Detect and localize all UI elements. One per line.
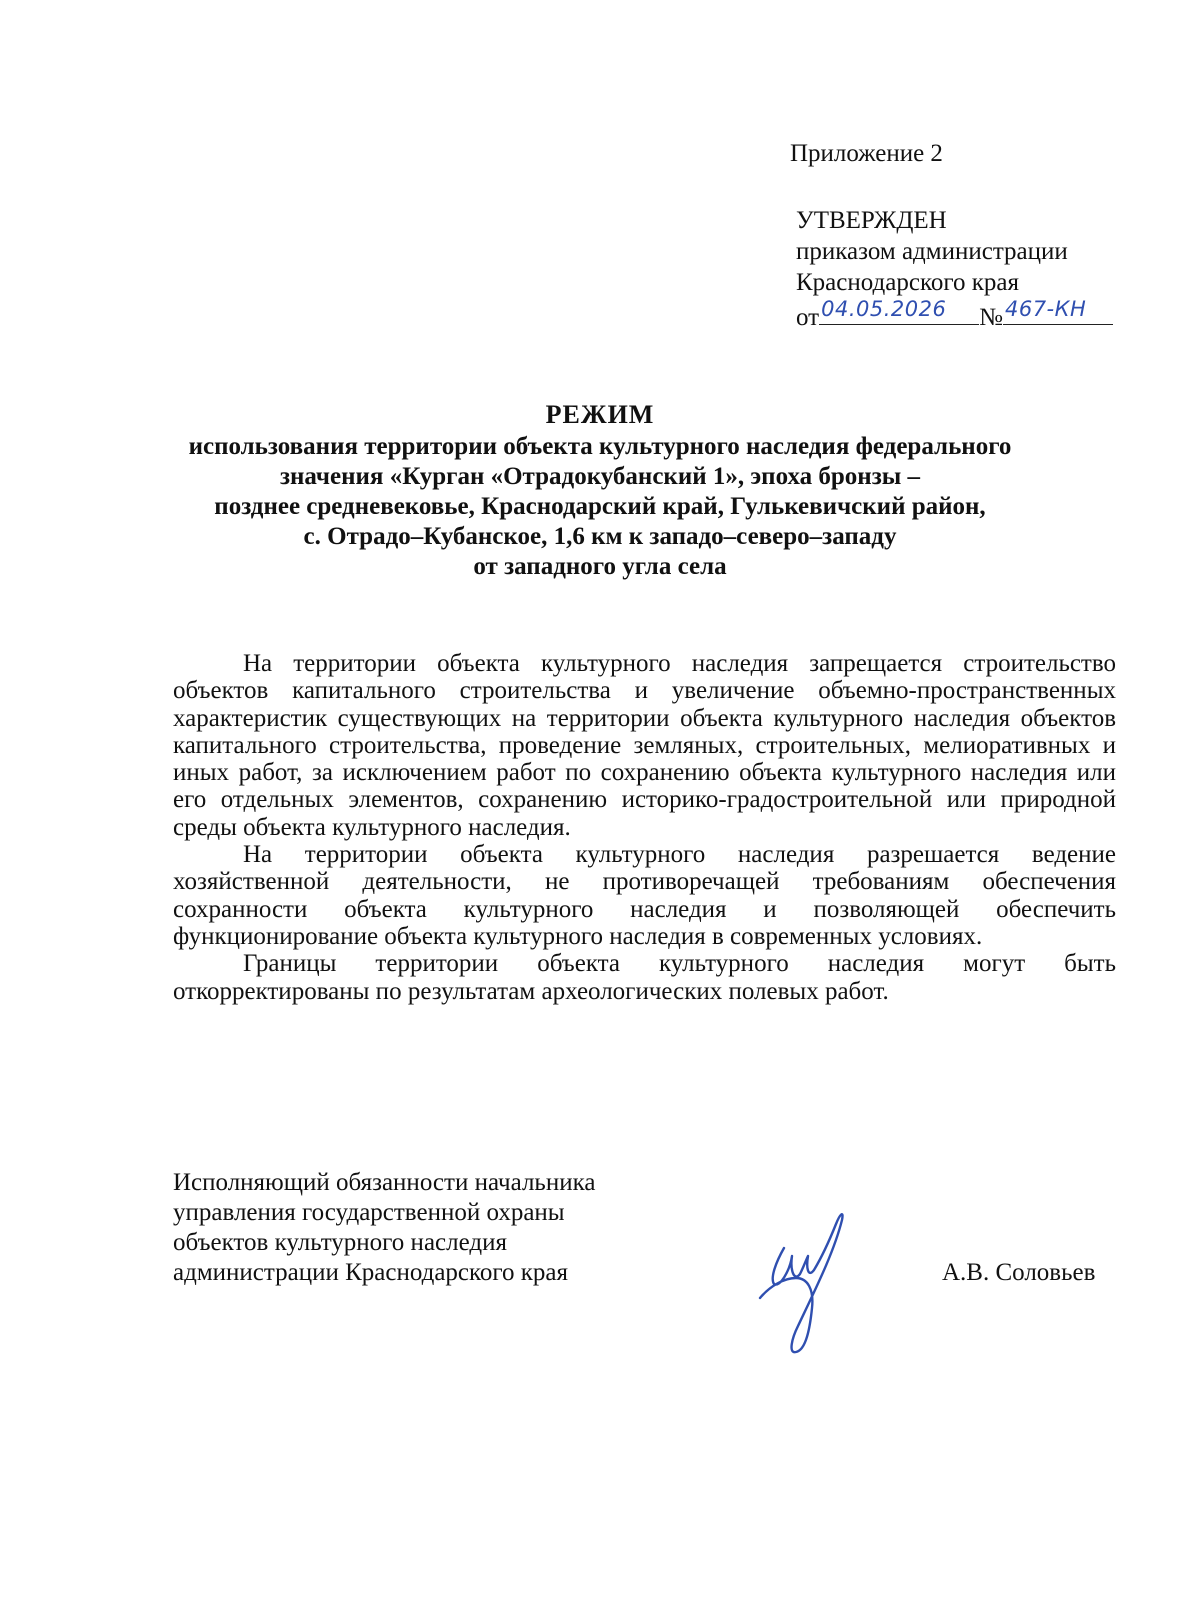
signer-line: объектов культурного наследия: [173, 1229, 507, 1256]
date-prefix: от: [796, 304, 820, 331]
handwritten-number: 467-КН: [1004, 297, 1087, 321]
signer-line: управления государственной охраны: [173, 1199, 565, 1226]
handwritten-date: 04.05.2026: [821, 297, 947, 321]
approval-block: [796, 205, 1113, 333]
annex-label: Приложение 2: [790, 140, 943, 167]
approval-line: Краснодарского края: [796, 269, 1019, 296]
signer-line: администрации Краснодарского края: [173, 1259, 569, 1286]
body-paragraph: Границы территории объекта культурного наследия могут быть откорректированы по результатам археологических полевых работ.: [173, 950, 1116, 1005]
signer-position: [173, 1168, 595, 1288]
document-title: [140, 400, 1060, 582]
body-paragraph: На территории объекта культурного наследия разрешается ведение хозяйственной деятельности, не противоречащей требованиям обеспечения сохранности объекта культурного наследия и позволяющей обеспечить функционирование объекта культурного наследия в современных условиях.: [173, 841, 1116, 950]
number-prefix: №: [979, 304, 1003, 331]
signer-name: А.В. Соловьев: [942, 1259, 1096, 1286]
approval-line: УТВЕРЖДЕН: [796, 207, 947, 234]
title-line: позднее средневековье, Краснодарский край, Гулькевичский район,: [214, 493, 986, 520]
title-line: с. Отрадо–Кубанское, 1,6 км к западо–северо–западу: [303, 523, 897, 550]
body-paragraph: На территории объекта культурного наследия запрещается строительство объектов капитального строительства и увеличение объемно-пространственных характеристик существующих на территории объекта культурного наследия объектов капитального строительства, проведение земляных, строительных, мелиоративных и иных работ, за исключением работ по сохранению объекта культурного наследия или его отдельных элементов, сохранению историко-градостроительной или природной среды объекта культурного наследия.: [173, 650, 1116, 841]
signer-line: Исполняющий обязанности начальника: [173, 1169, 596, 1196]
title-line: значения «Курган «Отрадокубанский 1», эпоха бронзы –: [279, 463, 921, 490]
title-line: от западного угла села: [473, 553, 727, 580]
number-field: [1003, 298, 1113, 325]
approval-line: приказом администрации: [796, 238, 1068, 265]
signature-icon: [746, 1204, 876, 1364]
document-body: [173, 650, 1116, 1005]
title-line: использования территории объекта культурного наследия федерального: [188, 433, 1012, 460]
title-heading: РЕЖИМ: [545, 400, 655, 429]
approval-date-line: [796, 298, 1113, 333]
date-field: [819, 298, 979, 325]
